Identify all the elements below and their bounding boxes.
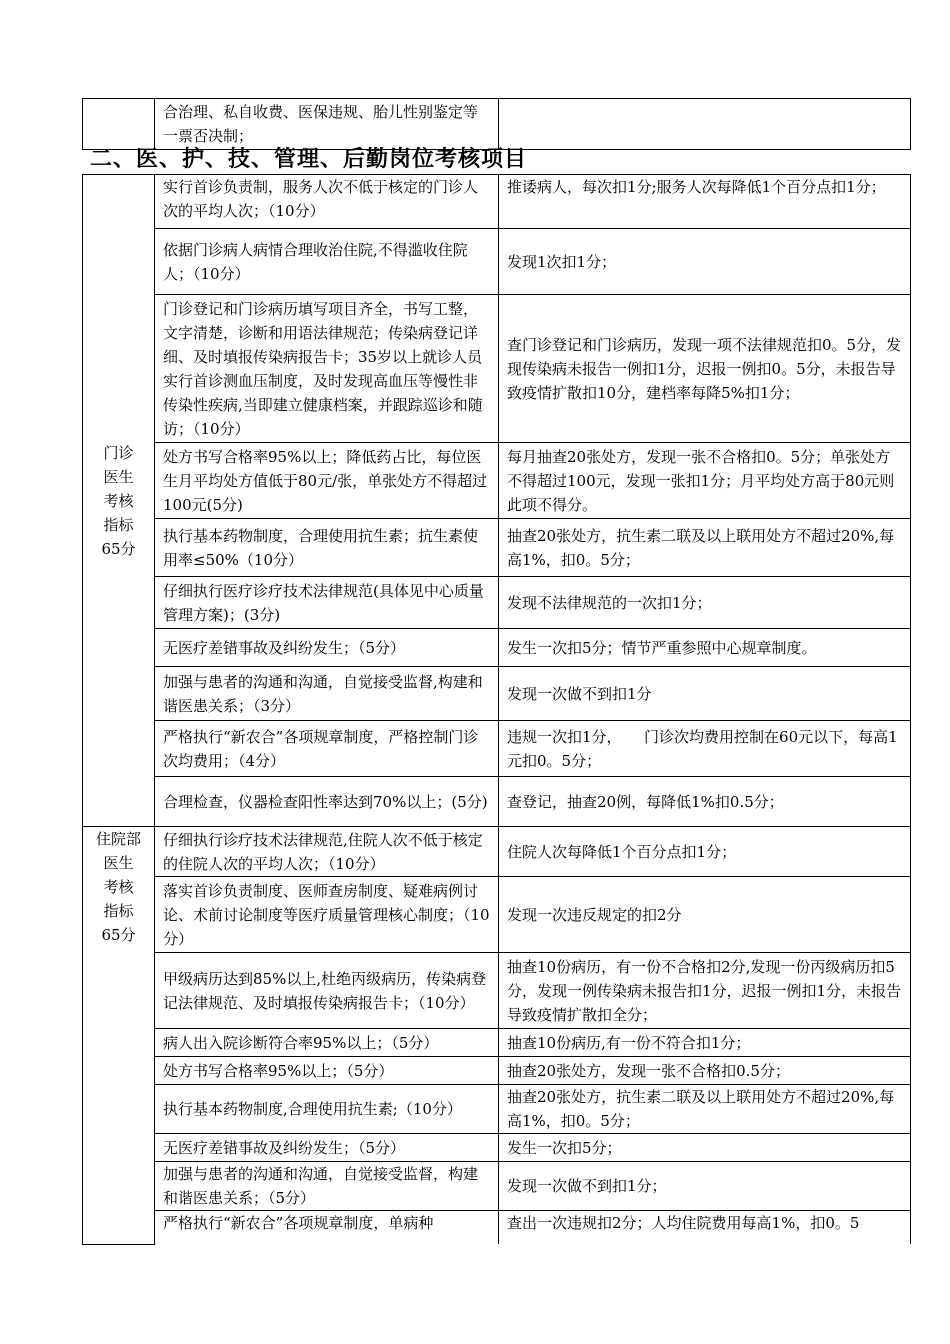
item-cell: 处方书写合格率95%以上；降低药占比，每位医生月平均处方值低于80元/张，单张处方不得超过100元(5分) — [155, 443, 499, 519]
table-row — [83, 519, 911, 577]
item-cell: 合理检查，仪器检查阳性率达到70%以上；(5分) — [155, 777, 499, 827]
rule-cell: 推诿病人，每次扣1分;服务人次每降低1个百分点扣1分； — [499, 175, 911, 229]
item-cell: 加强与患者的沟通和沟通，自觉接受监督，构建和谐医患关系；（5分） — [155, 1162, 499, 1211]
rule-cell: 抽查20张处方，发现一张不合格扣0.5分； — [499, 1057, 911, 1085]
table-row — [83, 629, 911, 667]
top-table — [82, 98, 911, 150]
table-row — [83, 443, 911, 519]
item-cell: 落实首诊负责制度、医师查房制度、疑难病例讨论、术前讨论制度等医疗质量管理核心制度；（10分） — [155, 877, 499, 953]
rule-cell: 抽查10份病历，有一份不合格扣2分,发现一份丙级病历扣5分，发现一例传染病未报告扣1分，迟报一例扣1分，未报告导致疫情扩散扣全分； — [499, 953, 911, 1029]
table-row — [83, 1134, 911, 1162]
item-cell: 病人出入院诊断符合率95%以上；（5分） — [155, 1029, 499, 1057]
item-cell: 处方书写合格率95%以上；（5分） — [155, 1057, 499, 1085]
table-row — [83, 721, 911, 777]
category-label: 住院部 医生 考核 指标 65分 — [95, 830, 141, 944]
table-row — [83, 99, 911, 150]
rule-cell: 每月抽查20张处方，发现一张不合格扣0。5分；单张处方不得超过100元，发现一张扣1分；月平均处方高于80元则此项不得分。 — [499, 443, 911, 519]
rule-cell: 抽查10份病历,有一份不符合扣1分； — [499, 1029, 911, 1057]
table-row — [83, 1085, 911, 1134]
rule-cell: 发生一次扣5分； — [499, 1134, 911, 1162]
table-row — [83, 577, 911, 629]
item-cell: 执行基本药物制度,合理使用抗生素;（10分） — [155, 1085, 499, 1134]
item-cell: 无医疗差错事故及纠纷发生；（5分） — [155, 629, 499, 667]
rule-cell: 违规一次扣1分， 门诊次均费用控制在60元以下，每高1元扣0。5分； — [499, 721, 911, 777]
rule-cell: 发生一次扣5分；情节严重参照中心规章制度。 — [499, 629, 911, 667]
rule-cell: 发现一次做不到扣1分； — [499, 1162, 911, 1211]
table-row — [83, 229, 911, 295]
table-row — [83, 295, 911, 443]
rule-cell: 查登记，抽查20例，每降低1%扣0.5分； — [499, 777, 911, 827]
item-cell: 依据门诊病人病情合理收治住院,不得滥收住院人；（10分） — [155, 229, 499, 295]
table-row — [83, 175, 911, 229]
rule-cell: 发现不法律规范的一次扣1分； — [499, 577, 911, 629]
rule-cell: 查出一次违规扣2分；人均住院费用每高1%，扣0。5 — [499, 1211, 911, 1245]
item-cell: 仔细执行医疗诊疗技术法律规范(具体见中心质量管理方案)；(3分) — [155, 577, 499, 629]
item-cell: 合治理、私自收费、医保违规、胎儿性别鉴定等一票否决制； — [155, 99, 499, 150]
table-row — [83, 1211, 911, 1245]
rule-cell — [499, 99, 911, 150]
item-cell: 执行基本药物制度，合理使用抗生素；抗生素使用率≤50%（10分） — [155, 519, 499, 577]
table-row — [83, 1162, 911, 1211]
category-label: 门诊 医生 考核 指标 65分 — [101, 443, 136, 558]
category-cell — [83, 99, 155, 150]
section-title: 二、医、护、技、管理、后勤岗位考核项目 — [90, 147, 528, 172]
table-row — [83, 953, 911, 1029]
item-cell: 严格执行“新农合”各项规章制度，单病种 — [155, 1211, 499, 1245]
assessment-table — [82, 174, 911, 1245]
rule-cell: 住院人次每降低1个百分点扣1分； — [499, 827, 911, 877]
item-cell: 仔细执行诊疗技术法律规范,住院人次不低于核定的住院人次的平均人次；（10分） — [155, 827, 499, 877]
category-cell — [83, 175, 155, 827]
rule-cell: 查门诊登记和门诊病历，发现一项不法律规范扣0。5分，发现传染病未报告一例扣1分，迟报一例扣0。5分，未报告导致疫情扩散扣10分，建档率每降5%扣1分； — [499, 295, 911, 443]
item-cell: 无医疗差错事故及纠纷发生；（5分） — [155, 1134, 499, 1162]
rule-cell: 抽查20张处方，抗生素二联及以上联用处方不超过20%,每高1%，扣0。5分； — [499, 519, 911, 577]
item-cell: 严格执行“新农合”各项规章制度，严格控制门诊次均费用；（4分） — [155, 721, 499, 777]
item-cell: 加强与患者的沟通和沟通，自觉接受监督,构建和谐医患关系；（3分） — [155, 667, 499, 721]
item-cell: 实行首诊负责制，服务人次不低于核定的门诊人次的平均人次；（10分） — [155, 175, 499, 229]
category-cell — [83, 827, 155, 1245]
item-cell: 门诊登记和门诊病历填写项目齐全，书写工整，文字清楚，诊断和用语法律规范；传染病登记详细、及时填报传染病报告卡；35岁以上就诊人员实行首诊测血压制度，及时发现高血压等慢性非传染性疾病,当即建立健康档案，并跟踪巡诊和随访；（10分） — [155, 295, 499, 443]
item-cell: 甲级病历达到85%以上,杜绝丙级病历，传染病登记法律规范、及时填报传染病报告卡；（10分） — [155, 953, 499, 1029]
rule-cell: 发现一次做不到扣1分 — [499, 667, 911, 721]
rule-cell: 发现一次违反规定的扣2分 — [499, 877, 911, 953]
table-row — [83, 827, 911, 877]
rule-cell: 抽查20张处方，抗生素二联及以上联用处方不超过20%,每高1%，扣0。5分； — [499, 1085, 911, 1134]
rule-cell: 发现1次扣1分； — [499, 229, 911, 295]
table-row — [83, 777, 911, 827]
table-row — [83, 1057, 911, 1085]
table-row — [83, 877, 911, 953]
table-row — [83, 1029, 911, 1057]
table-row — [83, 667, 911, 721]
